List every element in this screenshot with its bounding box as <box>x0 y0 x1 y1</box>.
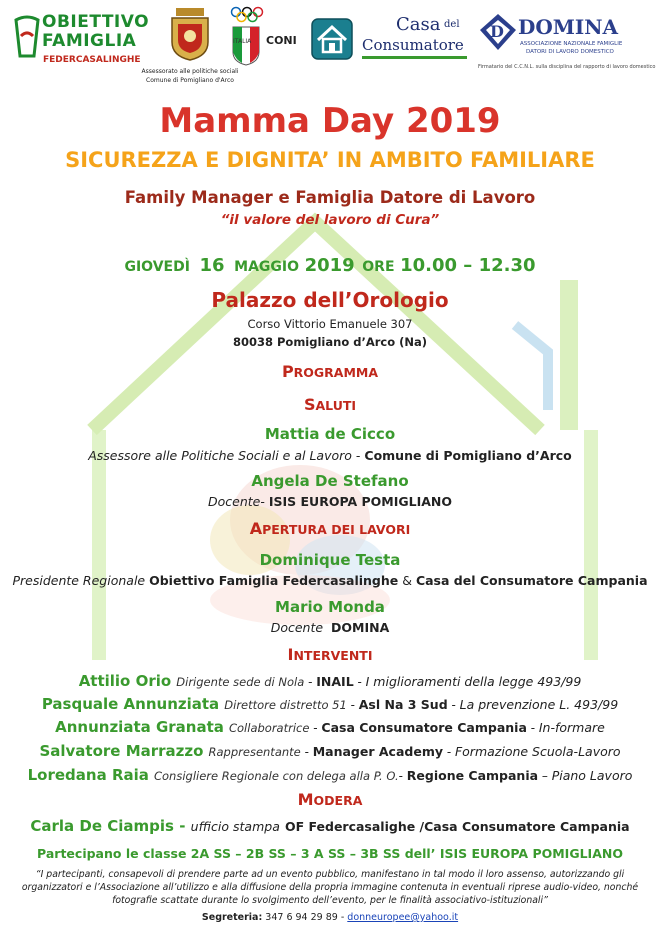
domina-sub1: ASSOCIAZIONE NAZIONALE FAMIGLIE <box>520 41 623 47</box>
casa-line2: del <box>444 19 460 30</box>
speaker-name: Dominique Testa <box>259 551 401 569</box>
obiettivo-line2: FAMIGLIA <box>42 31 137 51</box>
event-quote: “il valore del lavoro di Cura” <box>220 212 440 228</box>
domina-sub2: DATORI DI LAVORO DOMESTICO <box>526 49 614 55</box>
speaker-role-line: Docente DOMINA <box>270 620 390 635</box>
venue-city: 80038 Pomigliano d’Arco (Na) <box>232 335 428 349</box>
italia-label: ITALIA <box>233 38 252 45</box>
crest-caption-1: Assessorato alle politiche sociali <box>141 68 239 75</box>
venue-name: Palazzo dell’Orologio <box>211 288 449 312</box>
section-modera: MODERA <box>297 790 363 809</box>
domina-tagline: Firmatario del C.C.N.L. sulla disciplina del rapporto di lavoro domestico <box>478 64 656 70</box>
casa-line1: Casa <box>396 14 441 35</box>
intervento-line: Attilio Orio Dirigente sede di Nola - INAIL - I miglioramenti della legge 493/99 <box>78 672 582 690</box>
footer-label: Segreteria: <box>201 912 263 923</box>
disclaimer-line-3: fotografie scattate durante lo svolgimento dell’evento, per le finalità associativo-istituzionali” <box>112 895 548 906</box>
speaker-name: Angela De Stefano <box>251 472 409 490</box>
moderator-line: Carla De Ciampis - ufficio stampa OF Federcasalighe /Casa Consumatore Campania <box>30 817 630 835</box>
date-day-name: GIOVEDÌ <box>124 259 190 275</box>
date-day-num: 16 <box>199 255 225 276</box>
disclaimer-line-1: “I partecipanti, consapevoli di prendere parte ad un evento pubblico, manifestano in tal modo il loro assenso, autorizzando gli <box>35 869 625 880</box>
event-title: Mamma Day 2019 <box>159 101 501 141</box>
section-programma: PROGRAMMA <box>281 362 379 381</box>
coni-label: CONI <box>266 34 297 47</box>
casa-underline <box>362 56 467 59</box>
section-apertura: APERTURA DEI LAVORI <box>249 519 411 538</box>
coni-logo <box>230 6 302 72</box>
intervento-line: Pasquale Annunziata Direttore distretto 51 - Asl Na 3 Sud - La prevenzione L. 493/99 <box>41 695 619 713</box>
speaker-name: Mario Monda <box>275 598 385 616</box>
obiettivo-line1: OBIETTIVO <box>42 12 150 32</box>
casa-del-consumatore-logo <box>360 14 472 64</box>
obiettivo-line3: FEDERCASALINGHE <box>43 55 141 65</box>
date-month: MAGGIO <box>234 259 300 275</box>
olympic-rings-icon <box>230 6 264 24</box>
date-ore: ORE <box>362 259 395 275</box>
event-date <box>0 255 660 276</box>
domina-logo <box>478 12 654 76</box>
speaker-role-line: Assessore alle Politiche Sociali e al Lavoro - Comune di Pomigliano d’Arco <box>88 448 572 463</box>
date-year: 2019 <box>304 255 355 276</box>
speaker-name: Mattia de Cicco <box>264 425 396 443</box>
section-saluti: SALUTI <box>303 395 357 414</box>
event-subtitle: SICUREZZA E DIGNITA’ IN AMBITO FAMILIARE <box>65 148 595 172</box>
footer-email-link[interactable]: donneuropee@yahoo.it <box>347 912 459 923</box>
pomigliano-crest-logo <box>141 6 239 86</box>
crest-caption-2: Comune di Pomigliano d'Arco <box>146 77 234 84</box>
venue-address: Corso Vittorio Emanuele 307 <box>247 317 413 331</box>
disclaimer-line-2: organizzatori e l’Associazione all’utilizzo e alla diffusione della propria immagine contenuta in eventuali riprese audio-video, nonché <box>21 882 639 893</box>
speaker-role-line: Docente- ISIS EUROPA POMIGLIANO <box>208 494 452 509</box>
intervento-line: Loredana Raia Consigliere Regionale con delega alla P. O.- Regione Campania – Piano Lavoro <box>27 766 633 784</box>
event-tagline: Family Manager e Famiglia Datore di Lavoro <box>124 188 536 207</box>
footer-contacts: Segreteria: 347 6 94 29 89 - donneuropee@yahoo.it <box>201 912 459 923</box>
italia-shield-icon <box>232 26 260 66</box>
speaker-role-line: Presidente Regionale Obiettivo Famiglia Federcasalinghe & Casa del Consumatore Campania <box>12 573 648 588</box>
domina-mark-letter: D <box>490 22 504 41</box>
participants-line: Partecipano le classe 2A SS – 2B SS – 3 A SS – 3B SS dell’ ISIS EUROPA POMIGLIANO <box>37 846 623 861</box>
obiettivo-famiglia-logo <box>12 10 152 72</box>
intervento-line: Salvatore Marrazzo Rappresentante - Manager Academy - Formazione Scuola-Lavoro <box>39 742 621 760</box>
house-icon <box>311 18 353 60</box>
crest-icon <box>168 6 212 62</box>
section-interventi: INTERVENTI <box>287 645 373 664</box>
date-time: 10.00 – 12.30 <box>400 255 536 276</box>
domina-title: DOMINA <box>518 15 619 39</box>
house-logo <box>311 18 353 60</box>
casa-line3: Consumatore <box>362 36 464 54</box>
intervento-line: Annunziata Granata Collaboratrice - Casa Consumatore Campania - In-formare <box>55 718 605 736</box>
obiettivo-famiglia-mark-icon <box>12 12 42 62</box>
footer-phone: 347 6 94 29 89 <box>265 912 338 923</box>
